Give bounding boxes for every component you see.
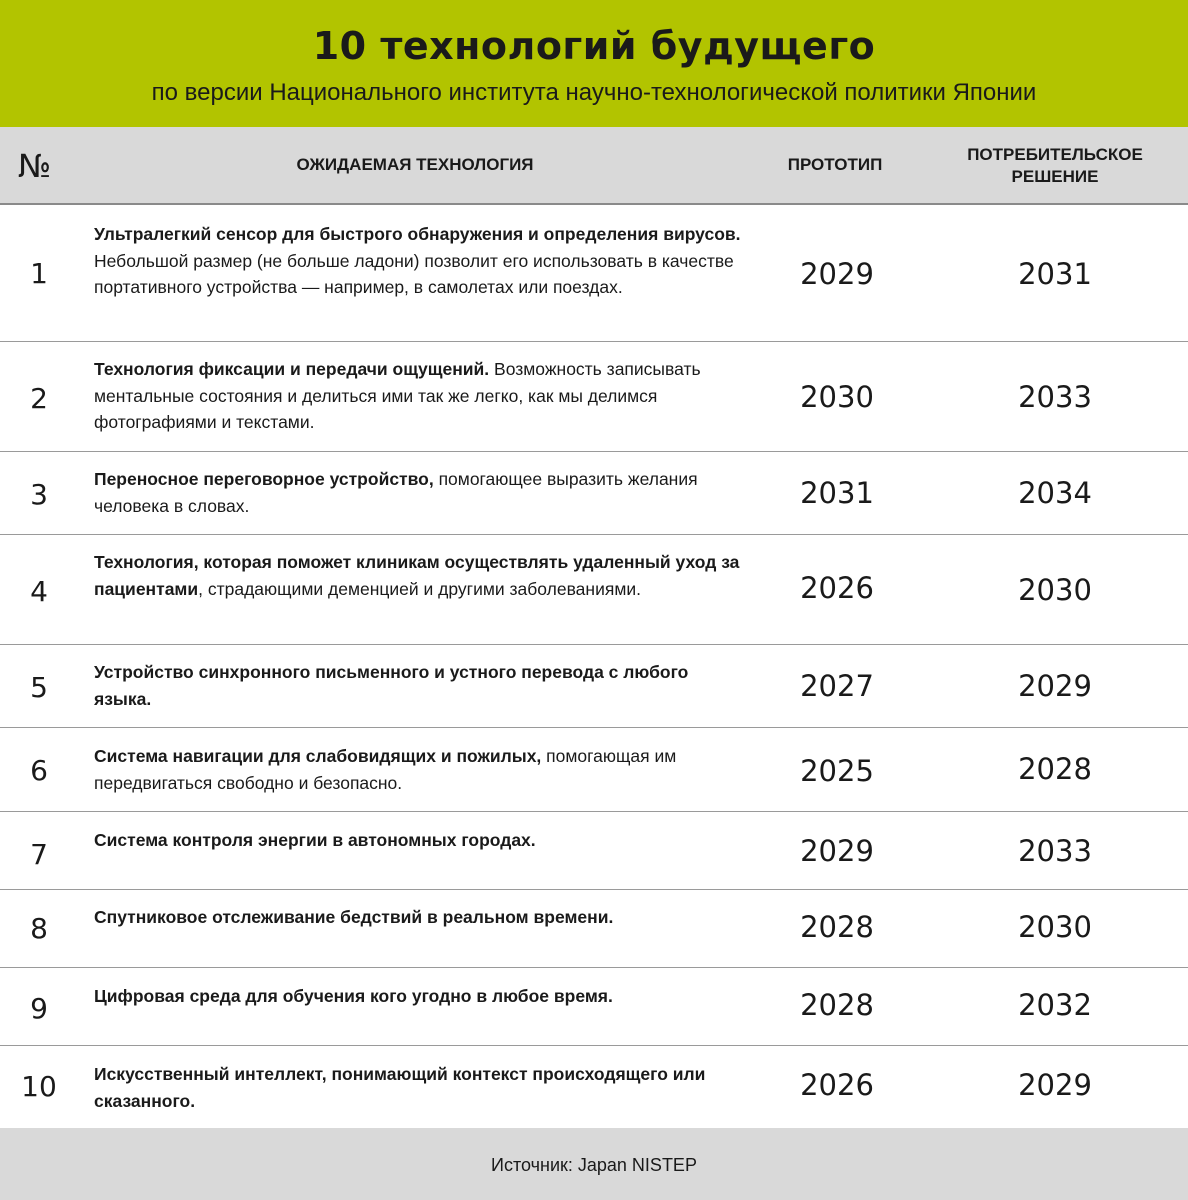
row-description (94, 1061, 744, 1114)
table-row (0, 728, 1188, 812)
table-row (0, 535, 1188, 645)
column-header-consumer-line2: РЕШЕНИЕ (1011, 167, 1099, 186)
row-description (94, 356, 744, 436)
table-row (0, 205, 1188, 342)
row-consumer-year: 2029 (1018, 1068, 1092, 1102)
table-header (0, 127, 1188, 205)
table-row (0, 645, 1188, 728)
source-note: Источник: Japan NISTEP (491, 1155, 697, 1175)
table-row (0, 342, 1188, 452)
row-consumer-year: 2030 (1018, 910, 1092, 944)
row-prototype-year: 2028 (800, 910, 874, 944)
row-number: 6 (30, 754, 48, 787)
row-description-bold: Спутниковое отслеживание бедствий в реальном времени. (94, 907, 614, 927)
row-consumer-year: 2030 (1018, 573, 1092, 607)
row-prototype-year: 2029 (800, 257, 874, 291)
row-number: 7 (30, 838, 48, 871)
row-description (94, 743, 744, 796)
row-number: 4 (30, 575, 48, 608)
row-consumer-year: 2028 (1018, 752, 1092, 786)
row-consumer-year: 2034 (1018, 476, 1092, 510)
row-description-bold: Цифровая среда для обучения кого угодно в любое время. (94, 986, 613, 1006)
row-consumer-year: 2029 (1018, 669, 1092, 703)
row-prototype-year: 2026 (800, 1068, 874, 1102)
table-row (0, 452, 1188, 535)
row-consumer-year: 2033 (1018, 834, 1092, 868)
row-description-bold: Ультралегкий сенсор для быстрого обнаружения и определения вирусов. (94, 224, 741, 244)
row-description-rest: , страдающими деменцией и другими заболеваниями. (198, 578, 641, 599)
row-description-bold: Технология фиксации и передачи ощущений. (94, 359, 490, 379)
footer (0, 1128, 1188, 1200)
row-description (94, 659, 744, 712)
row-number: 10 (21, 1070, 57, 1103)
row-prototype-year: 2030 (800, 380, 874, 414)
row-description-bold: Искусственный интеллект, понимающий контекст происходящего или сказанного. (94, 1064, 706, 1111)
table-row (0, 1046, 1188, 1128)
row-description-bold: Устройство синхронного письменного и устного перевода с любого языка. (94, 662, 689, 709)
page-subtitle: по версии Национального института научно-технологической политики Японии (151, 79, 1037, 106)
page-title: 10 технологий будущего (312, 24, 876, 68)
column-header-technology: ОЖИДАЕМАЯ ТЕХНОЛОГИЯ (296, 155, 534, 174)
row-description (94, 904, 744, 931)
row-prototype-year: 2029 (800, 834, 874, 868)
row-description-rest: Возможность записывать ментальные состояния и делиться ими так же легко, как мы делимся фотографиями и текстами. (94, 359, 701, 432)
table-row (0, 890, 1188, 968)
row-number: 5 (30, 671, 48, 704)
title-banner (0, 0, 1188, 127)
row-description (94, 983, 744, 1010)
row-description-rest: помогающая им передвигаться свободно и безопасно. (94, 746, 677, 793)
row-description (94, 221, 744, 301)
row-number: 2 (30, 382, 48, 415)
row-description-rest: Небольшой размер (не больше ладони) позволит его использовать в качестве портативного устройства — например, в самолетах или поездах. (94, 250, 734, 297)
row-description-bold: Технология, которая поможет клиникам осуществлять удаленный уход за пациентами (94, 552, 740, 599)
row-number: 9 (30, 992, 48, 1025)
row-number: 1 (30, 257, 48, 290)
table-row (0, 812, 1188, 890)
row-number: 3 (30, 478, 48, 511)
table-row (0, 968, 1188, 1046)
row-description-bold: Система навигации для слабовидящих и пожилых, (94, 746, 542, 766)
row-prototype-year: 2026 (800, 571, 874, 605)
row-prototype-year: 2028 (800, 988, 874, 1022)
row-description (94, 827, 744, 854)
row-description (94, 466, 744, 519)
row-consumer-year: 2033 (1018, 380, 1092, 414)
row-consumer-year: 2031 (1018, 257, 1092, 291)
row-consumer-year: 2032 (1018, 988, 1092, 1022)
row-prototype-year: 2027 (800, 669, 874, 703)
column-header-consumer (945, 144, 1165, 188)
column-header-number: № (18, 147, 52, 185)
row-description-bold: Переносное переговорное устройство, (94, 469, 434, 489)
row-description-rest: помогающее выразить желания человека в словах. (94, 469, 698, 516)
row-prototype-year: 2031 (800, 476, 874, 510)
row-description-bold: Система контроля энергии в автономных городах. (94, 830, 536, 850)
row-description (94, 549, 744, 602)
row-prototype-year: 2025 (800, 754, 874, 788)
column-header-consumer-line1: ПОТРЕБИТЕЛЬСКОЕ (967, 145, 1143, 164)
column-header-prototype: ПРОТОТИП (787, 155, 883, 174)
row-number: 8 (30, 912, 48, 945)
